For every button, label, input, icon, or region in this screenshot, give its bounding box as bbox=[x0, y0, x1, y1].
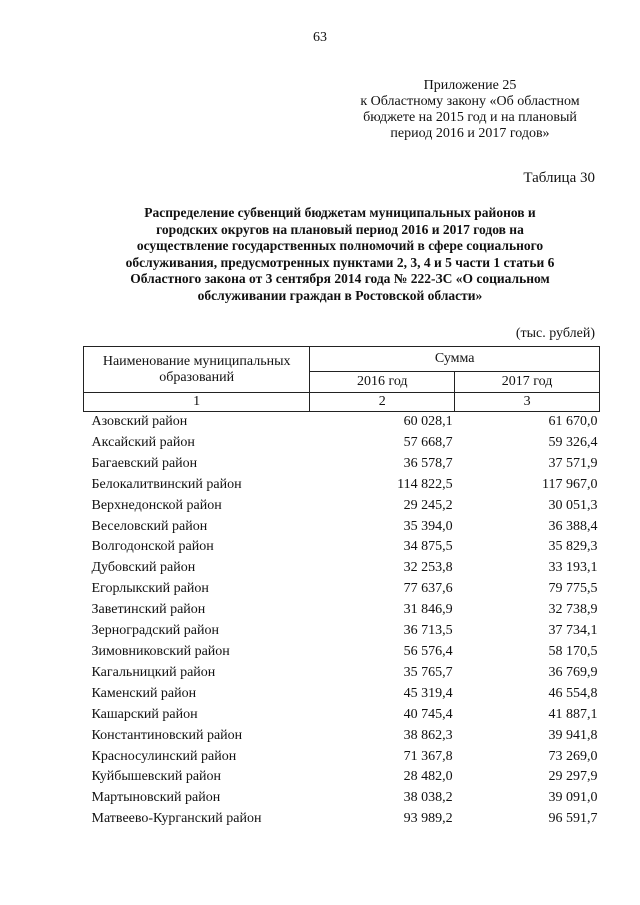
district-name-cell: Азовский район bbox=[91, 414, 188, 429]
district-name-cell: Зерноградский район bbox=[91, 623, 219, 639]
value-2016-cell: 56 576,4 bbox=[403, 643, 453, 659]
column-header-sum: Сумма bbox=[310, 347, 600, 372]
value-2016-cell: 40 745,4 bbox=[403, 706, 453, 722]
value-2016-cell: 57 668,7 bbox=[403, 434, 453, 450]
value-2016-cell: 36 578,7 bbox=[403, 455, 453, 471]
appendix-note bbox=[330, 78, 610, 142]
column-index: 1 bbox=[84, 393, 310, 412]
table-row bbox=[84, 517, 600, 538]
title-line: осуществление государственных полномочий в сфере социального bbox=[136, 238, 544, 253]
column-header-2017: 2017 год bbox=[455, 372, 600, 393]
district-name-cell: Кагальницкий район bbox=[91, 664, 216, 680]
table-row bbox=[84, 767, 600, 788]
district-name-cell: Верхнедонской район bbox=[91, 497, 222, 513]
value-2017-cell: 36 388,4 bbox=[548, 518, 598, 534]
value-2016-cell: 45 319,4 bbox=[403, 685, 453, 701]
value-2016-cell: 38 862,3 bbox=[403, 727, 453, 743]
value-2017-cell: 79 775,5 bbox=[548, 581, 598, 597]
table-row bbox=[84, 496, 600, 517]
value-2016-cell: 38 038,2 bbox=[403, 790, 453, 806]
table-row bbox=[84, 600, 600, 621]
value-2017-cell: 35 829,3 bbox=[548, 539, 598, 555]
title-line: Распределение субвенций бюджетам муниципальных районов и bbox=[144, 205, 536, 220]
table-row bbox=[84, 642, 600, 663]
value-2017-cell: 39 091,0 bbox=[548, 790, 598, 806]
district-name-cell: Константиновский район bbox=[91, 727, 243, 743]
table-row bbox=[84, 663, 600, 684]
district-name-cell: Дубовский район bbox=[91, 560, 196, 576]
value-2017-cell: 29 297,9 bbox=[548, 769, 598, 785]
appendix-line: Приложение 25 bbox=[423, 78, 517, 93]
table-row bbox=[84, 579, 600, 600]
district-name-cell: Кашарский район bbox=[91, 706, 198, 722]
district-name-cell: Матвеево-Курганский район bbox=[91, 811, 262, 827]
value-2017-cell: 41 887,1 bbox=[548, 706, 598, 722]
value-2016-cell: 28 482,0 bbox=[403, 769, 453, 785]
table-row bbox=[84, 537, 600, 558]
district-name-cell: Белокалитвинский район bbox=[91, 476, 242, 492]
value-2016-cell: 35 765,7 bbox=[403, 664, 453, 680]
table-row bbox=[84, 475, 600, 496]
value-2017-cell: 37 734,1 bbox=[548, 623, 598, 639]
table-row bbox=[84, 726, 600, 747]
value-2017-cell: 39 941,8 bbox=[548, 727, 598, 743]
table-row bbox=[84, 747, 600, 768]
title-line: обслуживании граждан в Ростовской области» bbox=[197, 287, 483, 303]
district-name-cell: Заветинский район bbox=[91, 602, 206, 618]
table-row bbox=[84, 621, 600, 642]
value-2017-cell: 117 967,0 bbox=[542, 476, 598, 492]
district-name-cell: Мартыновский район bbox=[91, 790, 221, 806]
title-line: городских округов на плановый период 2016 и 2017 годов на bbox=[156, 221, 524, 237]
column-header-name: Наименование муниципальных образований bbox=[84, 347, 310, 393]
district-name-cell: Багаевский район bbox=[91, 455, 198, 471]
document-title bbox=[90, 205, 590, 304]
value-2017-cell: 30 051,3 bbox=[548, 497, 598, 513]
table-row bbox=[84, 412, 600, 433]
district-name-cell: Волгодонской район bbox=[91, 539, 214, 555]
value-2017-cell: 73 269,0 bbox=[548, 748, 598, 764]
appendix-line: период 2016 и 2017 годов» bbox=[390, 126, 550, 141]
unit-label: (тыс. рублей) bbox=[515, 326, 595, 341]
title-line: Областного закона от 3 сентября 2014 года № 222-ЗС «О социальном bbox=[130, 271, 550, 286]
value-2016-cell: 77 637,6 bbox=[403, 581, 453, 597]
value-2017-cell: 36 769,9 bbox=[548, 664, 598, 680]
value-2017-cell: 37 571,9 bbox=[548, 455, 598, 471]
district-name-cell: Каменский район bbox=[91, 685, 197, 701]
value-2016-cell: 36 713,5 bbox=[403, 623, 453, 639]
district-name-cell: Зимовниковский район bbox=[91, 643, 230, 659]
table-body bbox=[84, 412, 600, 831]
column-index: 2 bbox=[310, 393, 455, 412]
district-name-cell: Аксайский район bbox=[91, 434, 195, 450]
column-index: 3 bbox=[455, 393, 600, 412]
table-row bbox=[84, 433, 600, 454]
value-2016-cell: 34 875,5 bbox=[403, 539, 453, 555]
value-2016-cell: 35 394,0 bbox=[403, 518, 453, 534]
value-2017-cell: 33 193,1 bbox=[548, 560, 598, 576]
district-name-cell: Красносулинский район bbox=[91, 748, 237, 764]
value-2016-cell: 93 989,2 bbox=[403, 811, 453, 827]
table-row bbox=[84, 558, 600, 579]
table-row bbox=[84, 809, 600, 830]
column-header-2016: 2016 год bbox=[310, 372, 455, 393]
value-2017-cell: 96 591,7 bbox=[548, 811, 598, 827]
value-2016-cell: 32 253,8 bbox=[403, 560, 453, 576]
value-2016-cell: 114 822,5 bbox=[397, 476, 453, 492]
value-2017-cell: 59 326,4 bbox=[548, 434, 598, 450]
value-2016-cell: 71 367,8 bbox=[403, 748, 453, 764]
value-2017-cell: 46 554,8 bbox=[548, 685, 598, 701]
appendix-line: бюджете на 2015 год и на плановый bbox=[363, 110, 577, 125]
value-2017-cell: 58 170,5 bbox=[548, 643, 598, 659]
table-row bbox=[84, 788, 600, 809]
table-label: Таблица 30 bbox=[523, 170, 595, 186]
table-row bbox=[84, 705, 600, 726]
subvention-table bbox=[83, 346, 600, 830]
value-2016-cell: 31 846,9 bbox=[403, 602, 453, 618]
value-2017-cell: 32 738,9 bbox=[548, 602, 598, 618]
appendix-line: к Областному закону «Об областном bbox=[360, 94, 580, 109]
table-row bbox=[84, 454, 600, 475]
value-2016-cell: 60 028,1 bbox=[403, 414, 453, 429]
value-2016-cell: 29 245,2 bbox=[403, 497, 453, 513]
page-number: 63 bbox=[313, 30, 327, 45]
table-row bbox=[84, 684, 600, 705]
district-name-cell: Веселовский район bbox=[91, 518, 208, 534]
district-name-cell: Егорлыкский район bbox=[91, 581, 209, 597]
value-2017-cell: 61 670,0 bbox=[548, 414, 598, 429]
district-name-cell: Куйбышевский район bbox=[91, 769, 222, 785]
title-line: обслуживания, предусмотренных пунктами 2, 3, 4 и 5 части 1 статьи 6 bbox=[125, 254, 555, 270]
